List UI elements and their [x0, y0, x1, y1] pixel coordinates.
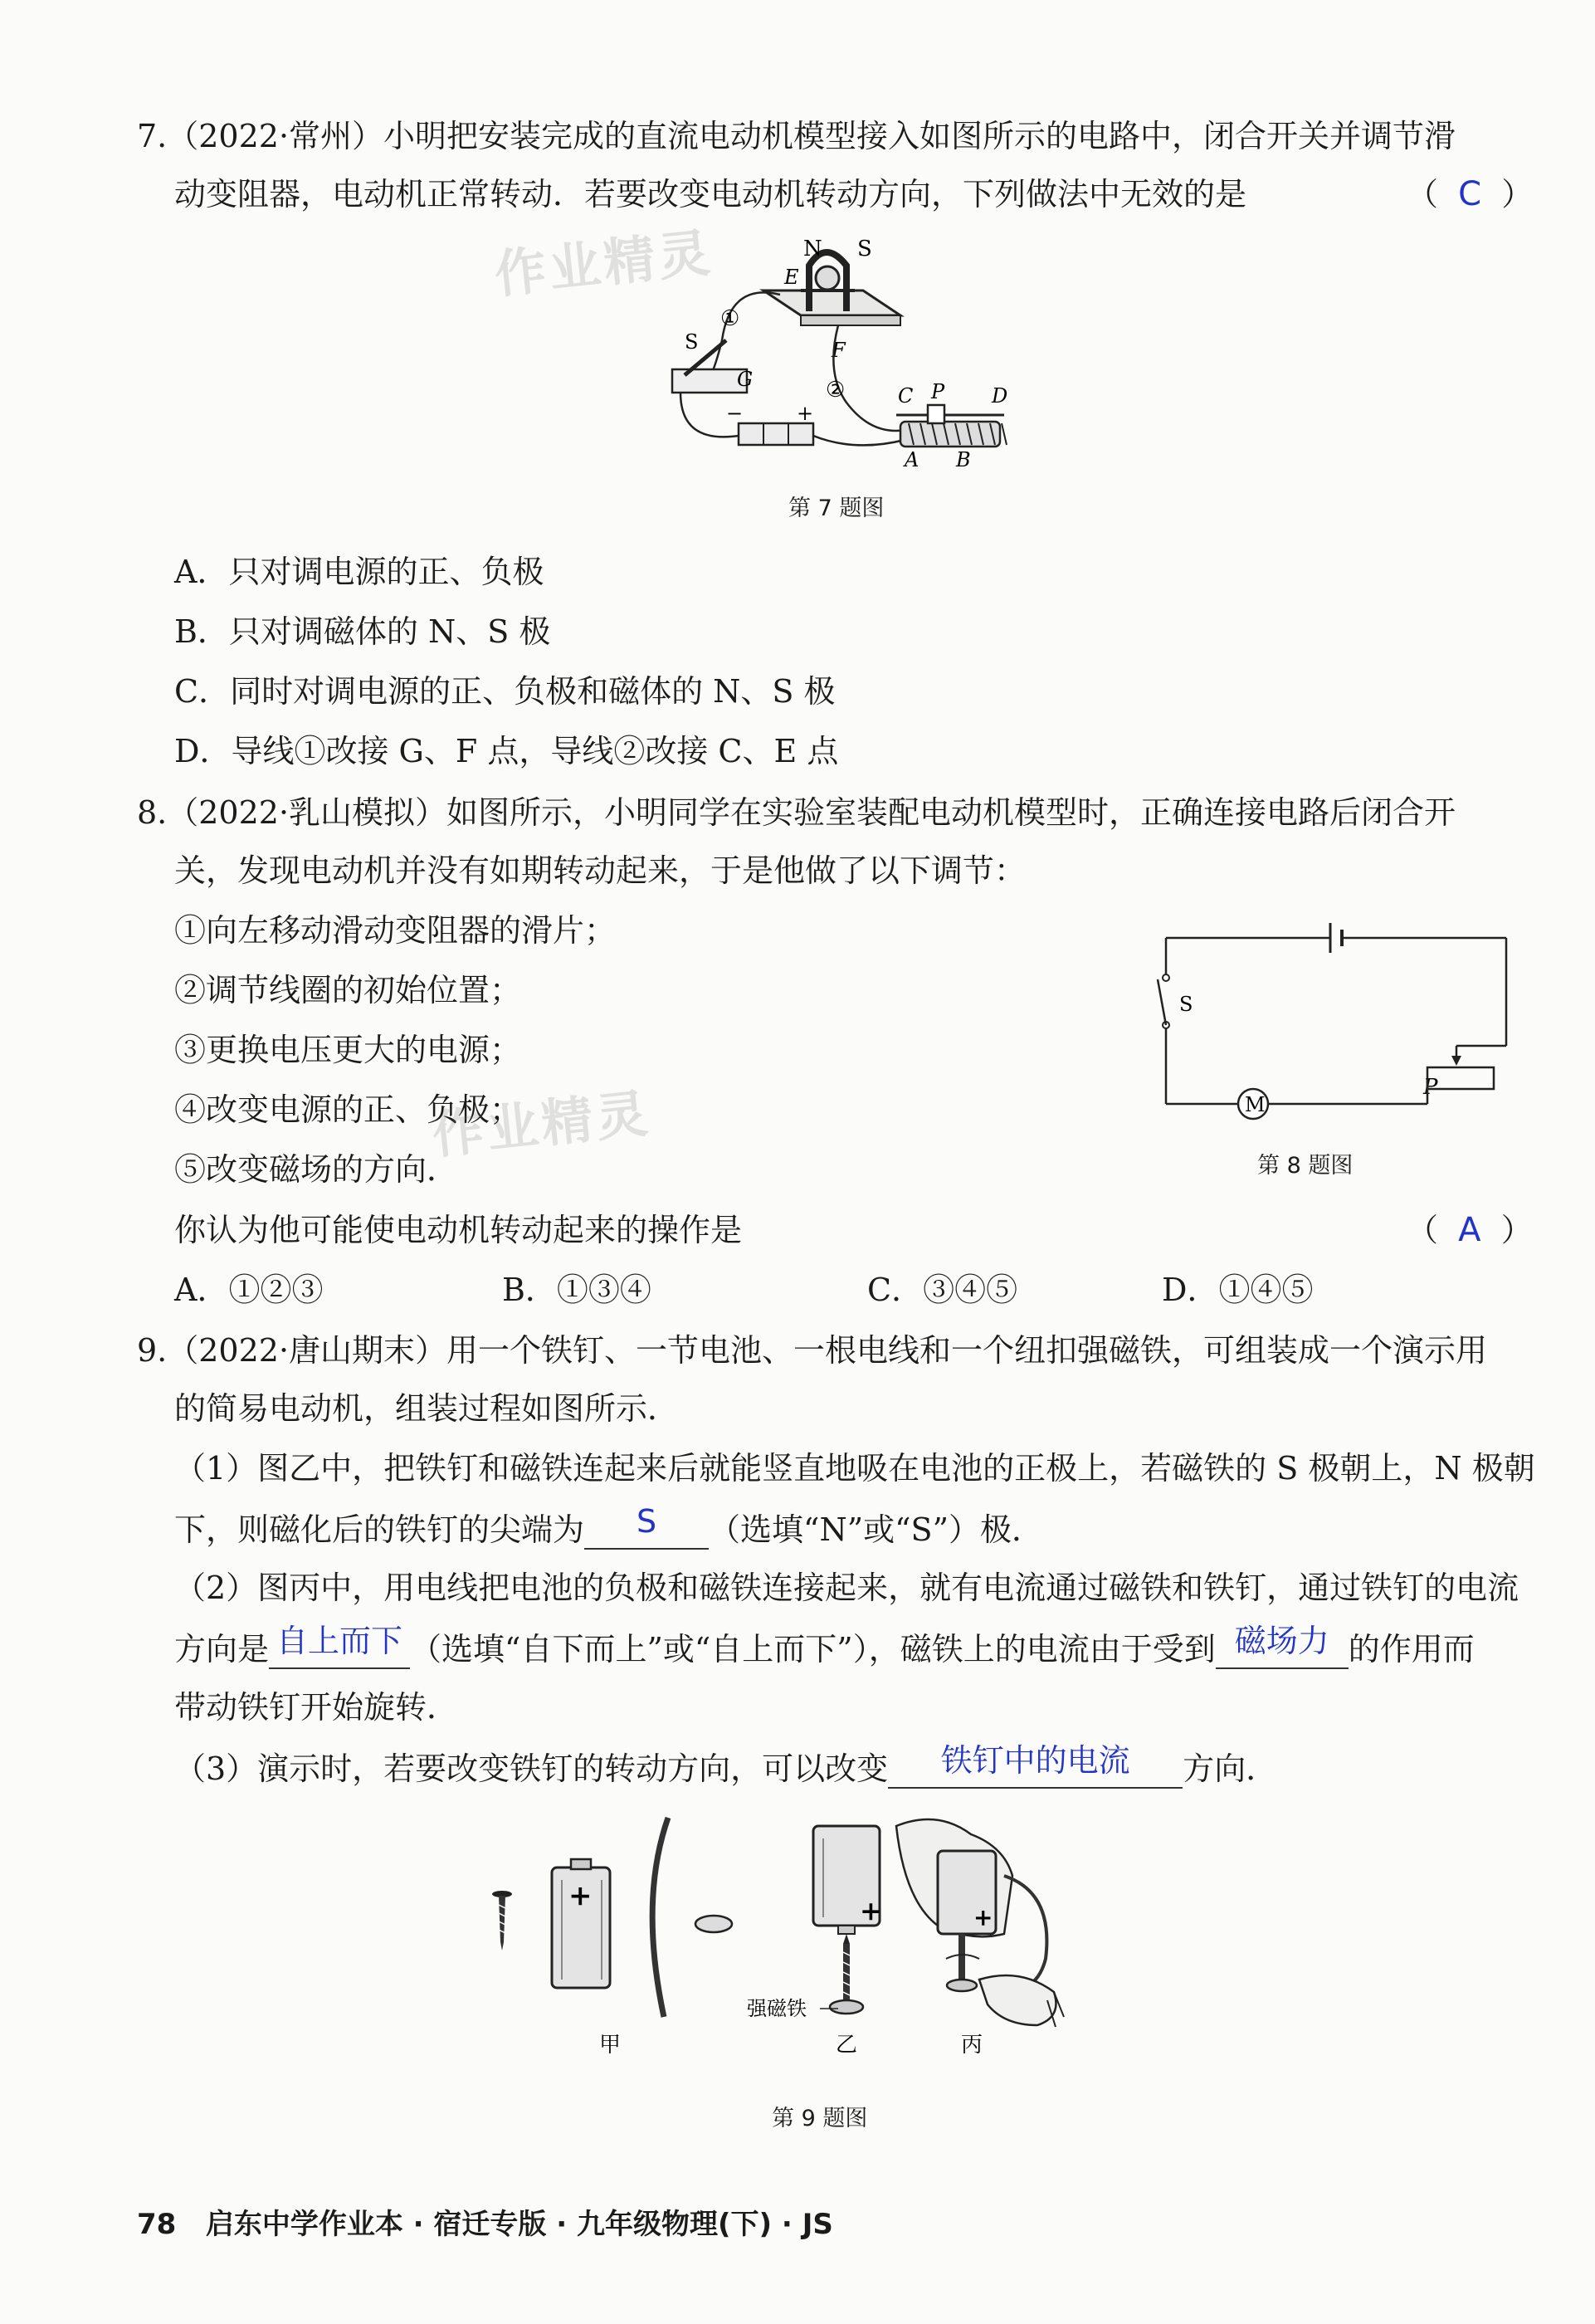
- q9-part3-line: [174, 1742, 1278, 1789]
- q9-bing-plus: +: [973, 1904, 993, 1931]
- q7-label-E: E: [784, 266, 799, 289]
- q7-caption: 第 7 题图: [788, 496, 885, 521]
- q9-bing-assembly: [896, 1819, 1064, 2027]
- q7-label-A: A: [905, 448, 919, 471]
- q7-label-F: F: [832, 339, 846, 362]
- q9-part3-text-b: 方向．: [1183, 1750, 1278, 1787]
- q7-answer-bracket: （ C ）: [1407, 175, 1534, 213]
- q9-part2-line1: （2）图丙中，用电线把电池的负极和磁铁连接起来，就有电流通过磁铁和铁钉，通过铁钉的电流: [174, 1570, 1519, 1606]
- watermark-1: 作业精灵: [491, 222, 716, 305]
- q7-battery: [739, 423, 813, 445]
- q7-motor-base: [763, 290, 900, 315]
- q7-stem-line1: 7.（2022·常州）小明把安装完成的直流电动机模型接入如图所示的电路中，闭合开关并调节滑: [137, 118, 1456, 154]
- q9-part2-text-a: 方向是: [174, 1631, 270, 1667]
- q9-part2-text-c: 的作用而: [1348, 1631, 1475, 1667]
- q9-part1-answer: S: [636, 1503, 657, 1540]
- q8-switch: [1158, 979, 1166, 1025]
- q7-stem-line2: 动变阻器，电动机正常转动．若要改变电动机转动方向，下列做法中无效的是: [174, 176, 1247, 212]
- q9-part1-text-a: 下，则磁化后的铁钉的尖端为: [174, 1511, 585, 1548]
- watermark-2: 作业精灵: [429, 1082, 654, 1166]
- q7-label-minus: −: [726, 402, 744, 425]
- q9-yi-assembly: [813, 1826, 882, 2014]
- q8-option-b: B．①③④: [502, 1272, 651, 1308]
- q9-part2-line2: [174, 1623, 1475, 1669]
- q8-caption: 第 8 题图: [1257, 1153, 1354, 1179]
- q9-label-magnet: 强磁铁: [747, 1997, 807, 2020]
- q7-label-plus: +: [797, 402, 814, 425]
- q9-stem-line1: 9.（2022·唐山期末）用一个铁钉、一节电池、一根电线和一个纽扣强磁铁，可组装成一个演示用: [137, 1332, 1488, 1369]
- q9-jia-battery: [552, 1859, 610, 1988]
- q7-circuit-figure: [647, 232, 1029, 473]
- q8-answer: A: [1458, 1211, 1481, 1249]
- q7-slider: [928, 405, 944, 423]
- q7-rheostat: [900, 422, 1000, 447]
- q9-part2-blank-2: [1216, 1623, 1349, 1669]
- q9-part3-answer: 铁钉中的电流: [940, 1742, 1130, 1779]
- q7-answer: C: [1458, 175, 1482, 213]
- q9-part2-answer-1: 自上而下: [276, 1623, 403, 1659]
- q7-option-a: A．只对调电源的正、负极: [174, 554, 544, 590]
- q7-label-switch: S: [685, 330, 699, 354]
- footer-title: 启东中学作业本 · 宿迁专版 · 九年级物理(下) · JS: [205, 2208, 833, 2241]
- q7-label-P: P: [931, 380, 945, 403]
- q8-option-d: D．①④⑤: [1162, 1272, 1314, 1308]
- q9-caption: 第 9 题图: [772, 2106, 868, 2131]
- q8-label-S: S: [1179, 993, 1193, 1016]
- q7-option-b: B．只对调磁体的 N、S 极: [174, 613, 551, 650]
- q8-stem-line1: 8.（2022·乳山模拟）如图所示，小明同学在实验室装配电动机模型时，正确连接电路后闭合开: [137, 794, 1456, 831]
- q9-part1-text-b: （选填“N”或“S”）极．: [709, 1511, 1044, 1548]
- q8-step-3: ③更换电压更大的电源；: [174, 1032, 522, 1068]
- q7-switch-base: [672, 369, 747, 393]
- q9-jia-nail: [492, 1891, 512, 1950]
- q7-label-C: C: [898, 384, 914, 408]
- q8-step-1: ①向左移动滑动变阻器的滑片；: [174, 912, 617, 949]
- q9-part2-line3: 带动铁钉开始旋转．: [174, 1689, 459, 1726]
- q7-option-d: D．导线①改接 G、F 点，导线②改接 C、E 点: [174, 733, 839, 769]
- q9-yi-plus: +: [860, 1895, 882, 1926]
- q7-label-S: S: [857, 237, 872, 261]
- q7-label-N: N: [803, 237, 822, 261]
- q8-step-4: ④改变电源的正、负极；: [174, 1091, 522, 1128]
- q9-stem-line2: 的简易电动机，组装过程如图所示．: [174, 1390, 680, 1427]
- q7-label-B: B: [956, 448, 971, 471]
- page-footer: [137, 2201, 833, 2242]
- q9-part1-line1: （1）图乙中，把铁钉和磁铁连起来后就能竖直地吸在电池的正极上，若磁铁的 S 极朝上，N 极朝: [174, 1450, 1535, 1487]
- q9-label-yi: 乙: [836, 2033, 858, 2058]
- q8-step-2: ②调节线圈的初始位置；: [174, 972, 522, 1008]
- q9-part1-line2: [174, 1503, 1044, 1550]
- q8-label-M: M: [1245, 1093, 1266, 1116]
- q8-answer-bracket: （ A ）: [1407, 1211, 1533, 1249]
- q8-question: 你认为他可能使电动机转动起来的操作是: [174, 1212, 743, 1248]
- q8-stem-line2: 关，发现电动机并没有如期转动起来，于是他做了以下调节：: [174, 852, 1027, 889]
- q9-part3-blank: [888, 1742, 1183, 1789]
- q8-circuit-figure: [1149, 913, 1515, 1137]
- q9-part3-text-a: （3）演示时，若要改变铁钉的转动方向，可以改变: [174, 1750, 889, 1787]
- q9-jia-wire: [652, 1818, 668, 2017]
- q8-option-a: A．①②③: [174, 1272, 324, 1308]
- q8-label-P: P: [1423, 1075, 1438, 1100]
- page-number: 78: [137, 2208, 177, 2241]
- q9-jia-plus: +: [568, 1879, 593, 1912]
- q7-option-c: C．同时对调电源的正、负极和磁体的 N、S 极: [174, 673, 836, 710]
- q9-part2-text-b: （选填“自下而上”或“自上而下”），磁铁上的电流由于受到: [410, 1631, 1216, 1667]
- q8-option-c: C．③④⑤: [867, 1272, 1018, 1308]
- q7-coil: [816, 266, 839, 290]
- q9-label-bing: 丙: [961, 2033, 983, 2058]
- q9-part2-answer-2: 磁场力: [1234, 1623, 1329, 1659]
- q9-part2-blank-1: [269, 1623, 410, 1669]
- q9-part1-blank: [584, 1503, 709, 1550]
- q9-jia-magnet: [695, 1916, 732, 1932]
- q7-label-G: G: [737, 368, 754, 391]
- q7-label-wire1: ①: [720, 306, 740, 331]
- q8-step-5: ⑤改变磁场的方向．: [174, 1151, 459, 1188]
- q7-label-wire2: ②: [826, 378, 846, 403]
- q9-label-jia: 甲: [599, 2033, 622, 2058]
- q7-label-D: D: [992, 384, 1008, 408]
- q9-figure: [473, 1801, 1170, 2075]
